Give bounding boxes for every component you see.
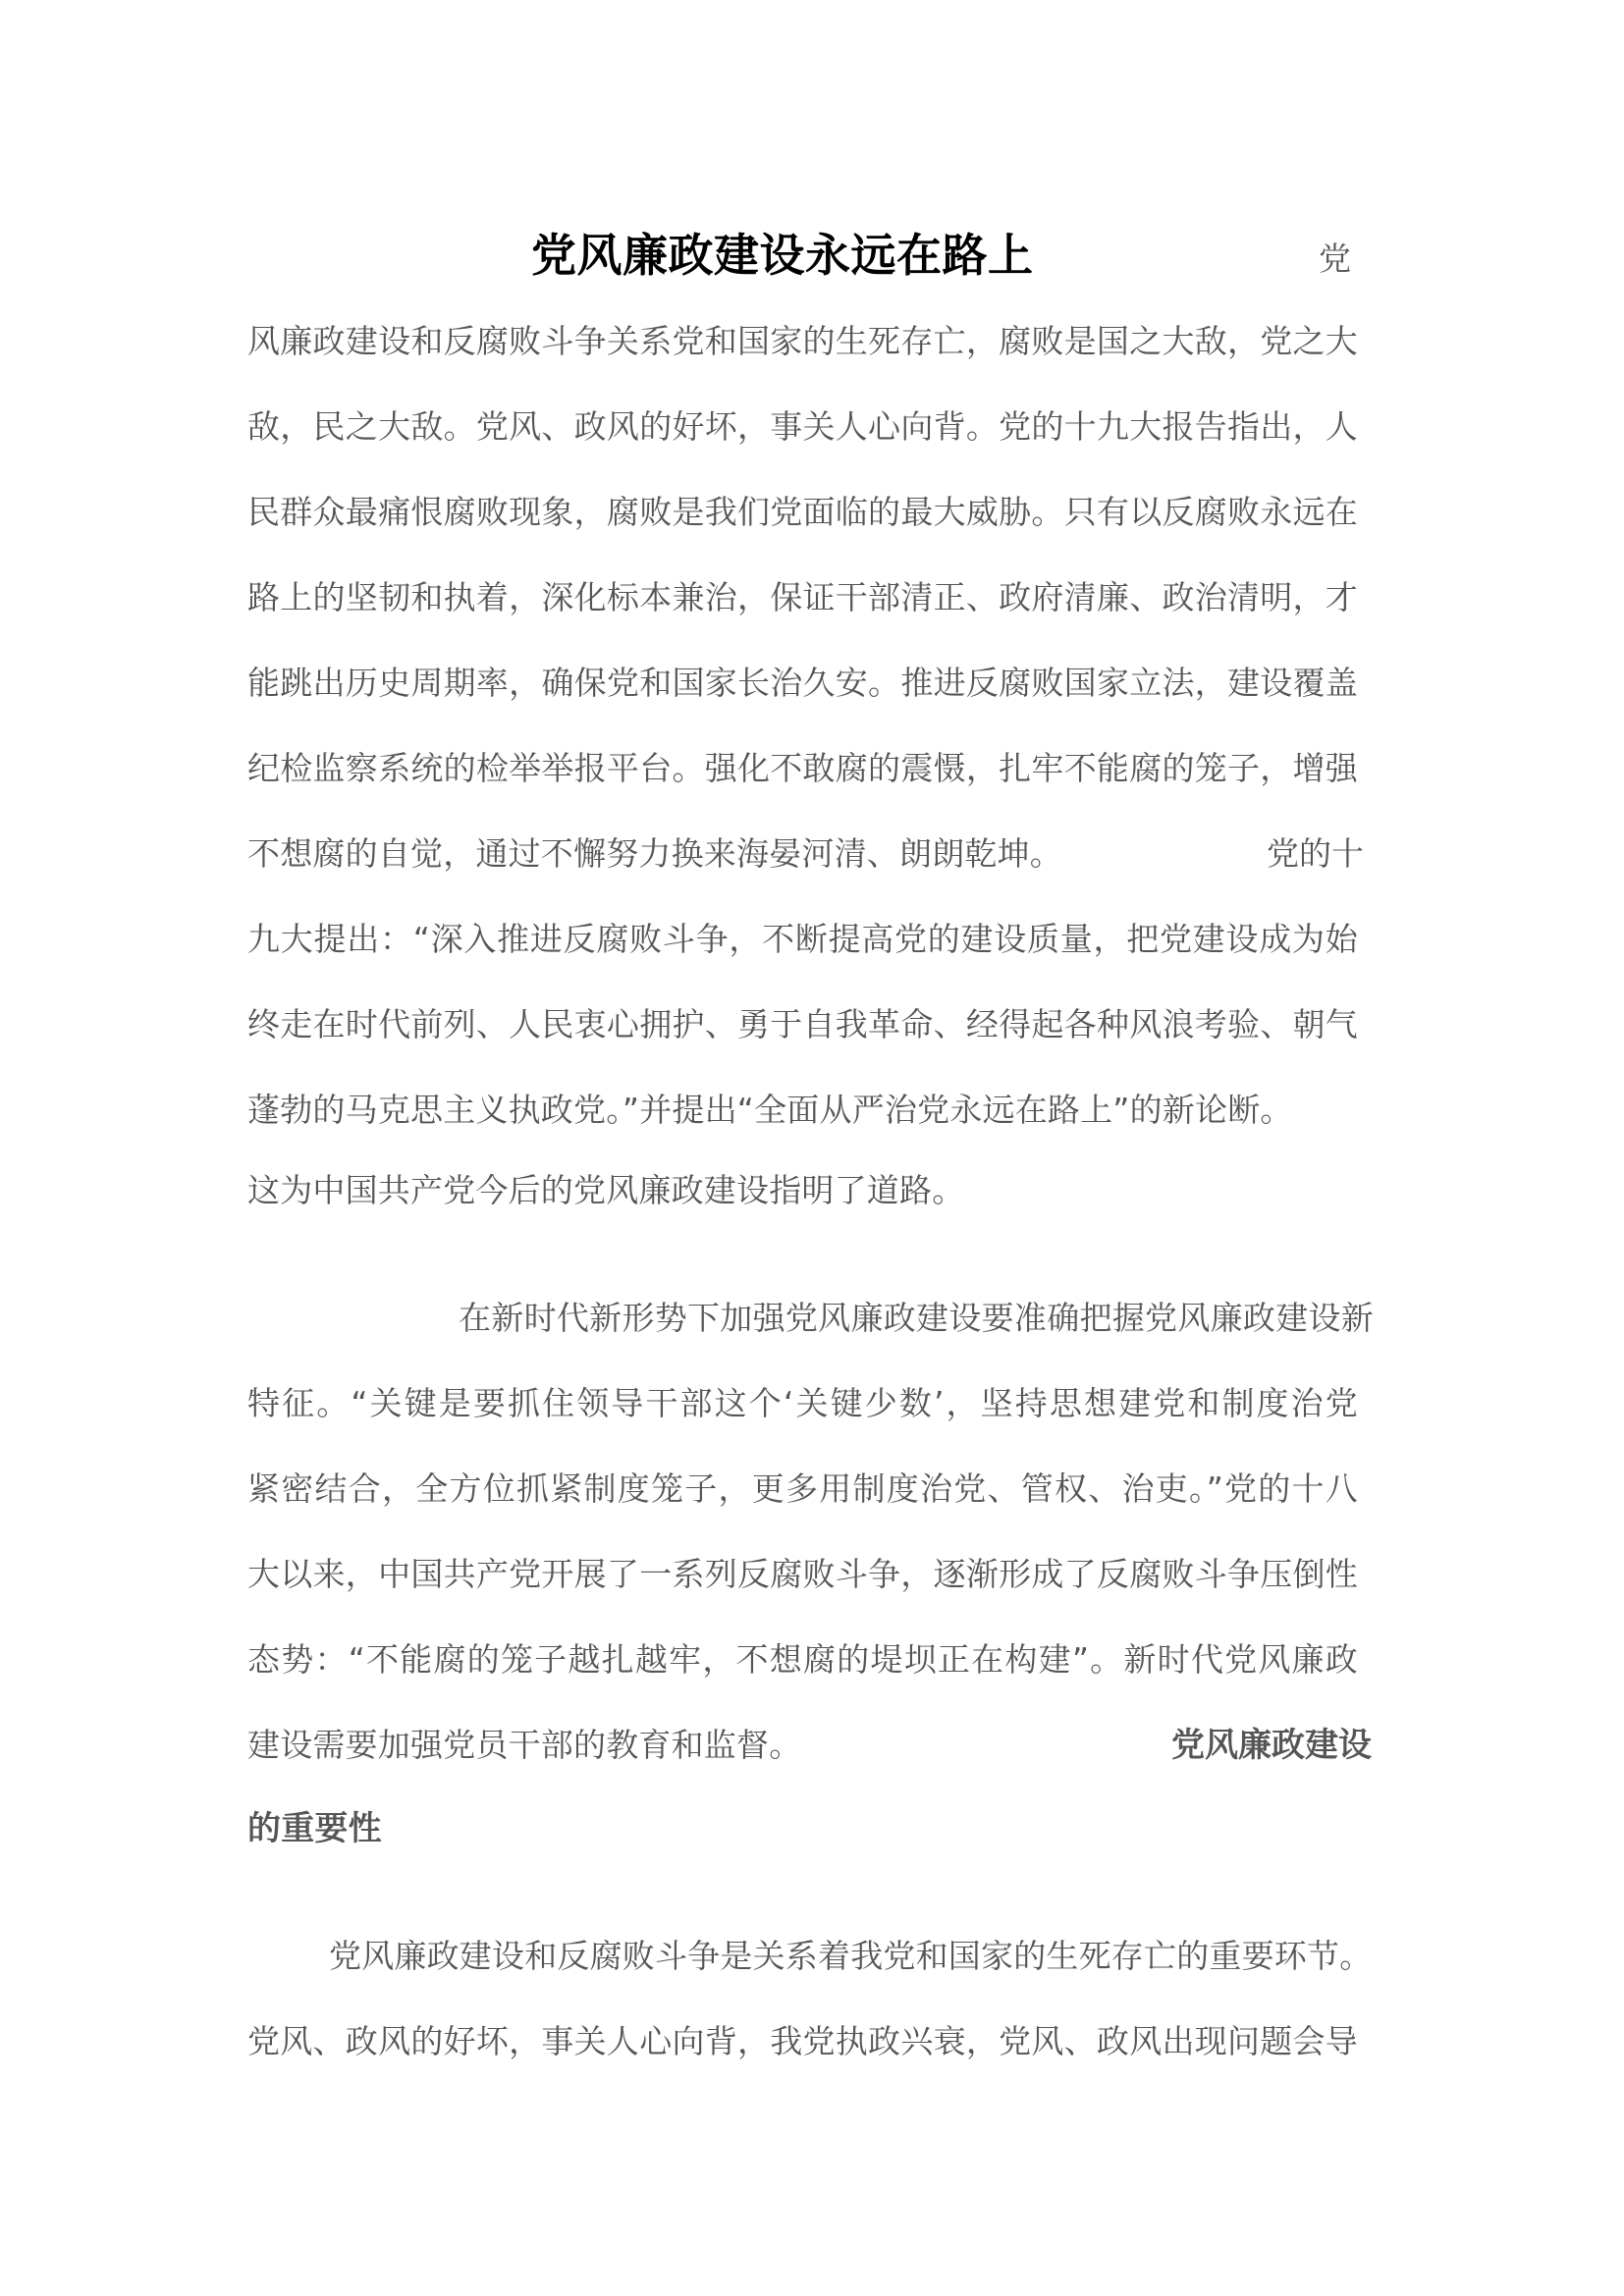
text-line: 敌，民之大敌。党风、政风的好坏，事关人心向背。党的十九大报告指出，人 xyxy=(247,407,1358,446)
text-line: 路上的坚韧和执着，深化标本兼治，保证干部清正、政府清廉、政治清明，才 xyxy=(247,578,1358,616)
text-line-tail: 党的十 xyxy=(1267,834,1364,873)
text-line: 这为中国共产党今后的党风廉政建设指明了道路。 xyxy=(247,1171,965,1209)
text-line: 蓬勃的马克思主义执政党。”并提出“全面从严治党永远在路上”的新论断。 xyxy=(247,1091,1293,1129)
text-line: 态势：“不能腐的笼子越扎越牢，不想腐的堤坝正在构建”。新时代党风廉政 xyxy=(247,1640,1358,1679)
section-heading-part2: 的重要性 xyxy=(247,1809,382,1848)
paragraph-first-char: 党 xyxy=(1319,240,1351,278)
text-line: 大以来，中国共产党开展了一系列反腐败斗争，逐渐形成了反腐败斗争压倒性 xyxy=(247,1555,1358,1593)
text-line: 在新时代新形势下加强党风廉政建设要准确把握党风廉政建设新 xyxy=(459,1299,1374,1337)
text-line: 九大提出：“深入推进反腐败斗争，不断提高党的建设质量，把党建设成为始 xyxy=(247,920,1358,958)
text-line: 能跳出历史周期率，确保党和国家长治久安。推进反腐败国家立法，建设覆盖 xyxy=(247,664,1358,702)
text-line: 风廉政建设和反腐败斗争关系党和国家的生死存亡，腐败是国之大敌，党之大 xyxy=(247,322,1358,360)
document-title: 党风廉政建设永远在路上 xyxy=(531,229,1034,282)
text-line: 不想腐的自觉，通过不懈努力换来海晏河清、朗朗乾坤。 xyxy=(247,834,1062,873)
text-line: 终走在时代前列、人民衷心拥护、勇于自我革命、经得起各种风浪考验、朝气 xyxy=(247,1005,1358,1043)
text-line: 党风廉政建设和反腐败斗争是关系着我党和国家的生死存亡的重要环节。 xyxy=(329,1937,1373,1975)
text-line: 建设需要加强党员干部的教育和监督。 xyxy=(247,1726,802,1764)
section-heading-part1: 党风廉政建设 xyxy=(1171,1726,1372,1765)
text-line: 纪检监察系统的检举举报平台。强化不敢腐的震慑，扎牢不能腐的笼子，增强 xyxy=(247,749,1358,787)
text-line: 紧密结合，全方位抓紧制度笼子，更多用制度治党、管权、治吏。”党的十八 xyxy=(247,1469,1358,1508)
text-line: 民群众最痛恨腐败现象，腐败是我们党面临的最大威胁。只有以反腐败永远在 xyxy=(247,493,1358,531)
text-line: 党风、政风的好坏，事关人心向背，我党执政兴衰，党风、政风出现问题会导 xyxy=(247,2022,1358,2060)
text-line: 特征。“关键是要抓住领导干部这个‘关键少数’，坚持思想建党和制度治党 xyxy=(247,1384,1358,1422)
